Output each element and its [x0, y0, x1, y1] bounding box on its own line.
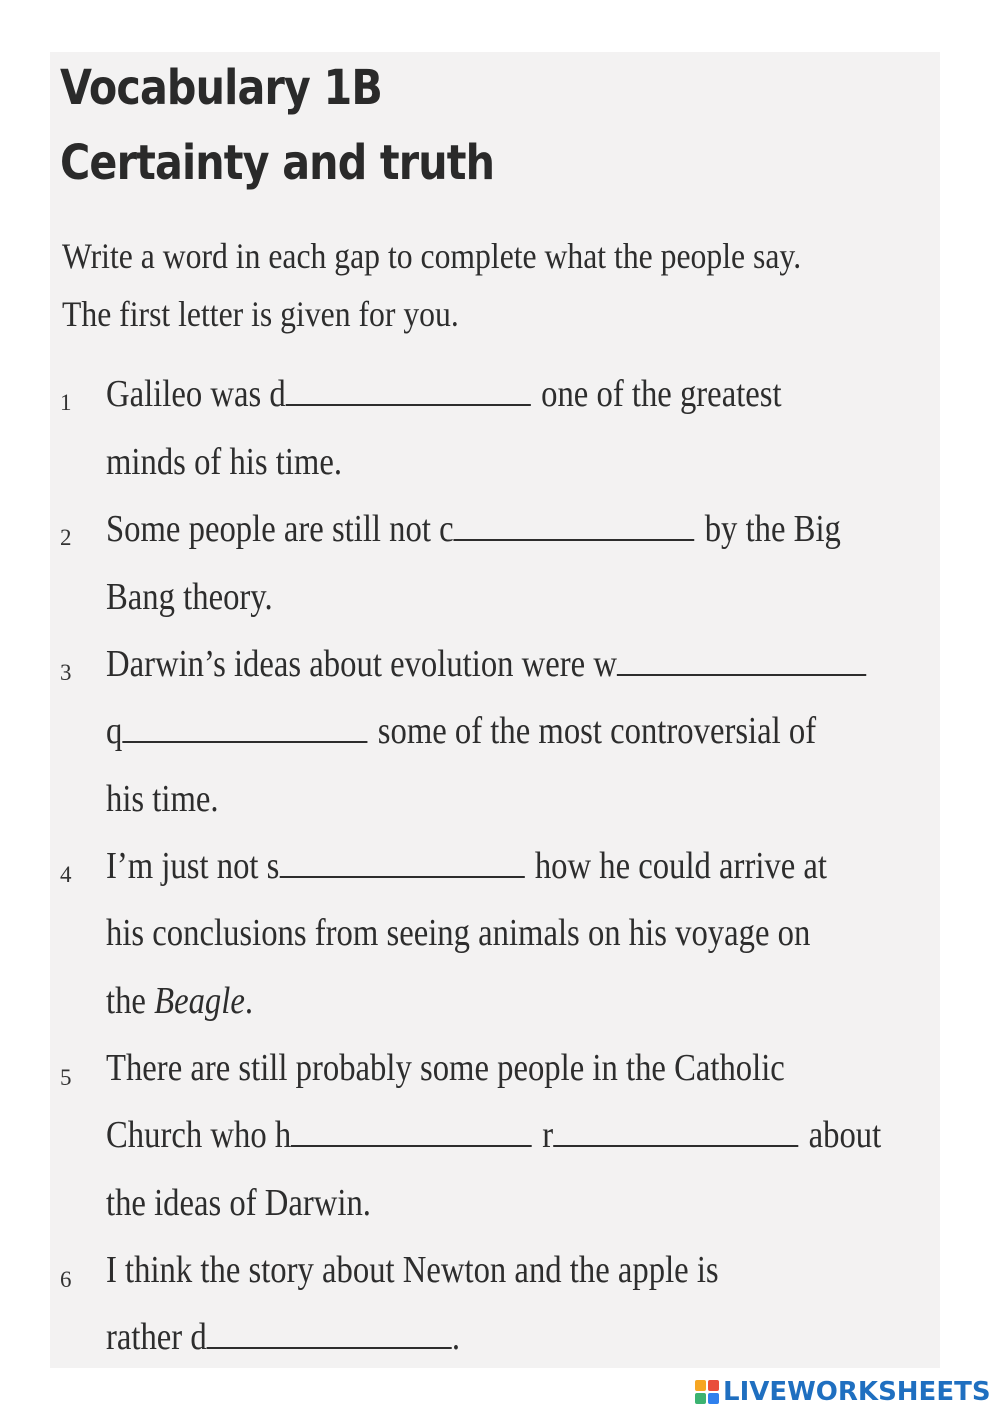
answer-gap-2[interactable] — [454, 538, 695, 541]
item-text: Galileo was d — [106, 373, 286, 415]
item-text: Church who h — [106, 1114, 292, 1156]
answer-gap-5b[interactable] — [553, 1144, 798, 1147]
instructions-line-2: The first letter is given for you. — [62, 294, 459, 334]
item-number: 2 — [60, 525, 72, 550]
item-1-line-1 — [106, 375, 782, 413]
brand-block — [708, 1393, 719, 1404]
item-text: . — [451, 1316, 460, 1358]
ship-name: Beagle — [154, 980, 245, 1022]
item-text: the — [106, 980, 155, 1022]
item-number: 1 — [60, 390, 72, 415]
item-5-line-3: the ideas of Darwin. — [106, 1182, 371, 1224]
item-number: 4 — [60, 862, 72, 887]
item-text: . — [244, 980, 254, 1022]
item-text: r — [542, 1114, 554, 1156]
instructions-line-1: Write a word in each gap to complete what the people say. — [62, 236, 802, 276]
item-5-line-1: There are still probably some people in the Catholic — [106, 1047, 785, 1089]
item-4-line-2: his conclusions from seeing animals on his voyage on — [106, 912, 811, 954]
brand-block — [695, 1380, 706, 1391]
brand-blocks-icon — [695, 1380, 719, 1404]
item-text: rather d — [106, 1316, 207, 1358]
answer-gap-4[interactable] — [279, 875, 524, 878]
item-text: q — [106, 710, 123, 752]
item-2-line-2: Bang theory. — [106, 576, 273, 618]
item-text: Some people are still not c — [106, 508, 454, 550]
item-3-line-1 — [106, 645, 866, 683]
item-6-line-1: I think the story about Newton and the apple is — [106, 1249, 719, 1291]
item-4-line-3 — [106, 982, 253, 1020]
item-text: how he could arrive at — [534, 845, 828, 887]
item-6-line-2 — [106, 1318, 460, 1356]
answer-gap-6[interactable] — [207, 1346, 452, 1349]
answer-gap-5a[interactable] — [291, 1144, 532, 1147]
item-number: 6 — [60, 1267, 72, 1292]
item-number: 5 — [60, 1065, 72, 1090]
worksheet-title: Vocabulary 1B — [60, 60, 382, 116]
item-4-line-1 — [106, 847, 827, 885]
item-5-line-2 — [106, 1116, 881, 1154]
brand-block — [695, 1393, 706, 1404]
brand-block — [708, 1380, 719, 1391]
item-text: I’m just not s — [106, 845, 280, 887]
item-text: about — [808, 1114, 882, 1156]
item-text: one of the greatest — [541, 373, 782, 415]
answer-gap-3b[interactable] — [122, 740, 367, 743]
worksheet-subtitle: Certainty and truth — [60, 135, 495, 191]
item-text: some of the most controversial of — [377, 710, 817, 752]
answer-gap-3a[interactable] — [617, 673, 866, 676]
item-3-line-3: his time. — [106, 778, 219, 820]
item-number: 3 — [60, 660, 72, 685]
brand-name: LIVEWORKSHEETS — [723, 1377, 991, 1407]
item-text: Darwin’s ideas about evolution were w — [106, 643, 617, 685]
item-1-line-2: minds of his time. — [106, 441, 343, 483]
item-3-line-2 — [106, 712, 816, 750]
item-text: by the Big — [704, 508, 841, 550]
answer-gap-1[interactable] — [286, 403, 531, 406]
liveworksheets-logo[interactable] — [695, 1374, 991, 1410]
item-2-line-1 — [106, 510, 841, 548]
